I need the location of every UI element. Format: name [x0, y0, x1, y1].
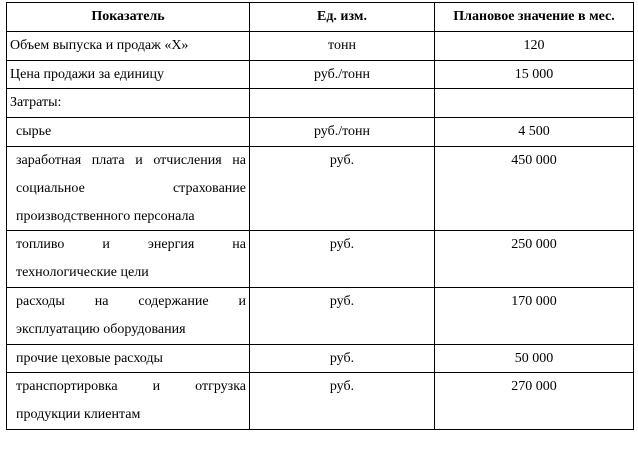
table-row: [7, 31, 634, 60]
table-row: [7, 231, 634, 288]
row-name: расходы на содержание и эксплуатацию оборудования: [7, 287, 250, 344]
row-unit: руб./тонн: [250, 60, 435, 89]
table-row: [7, 287, 634, 344]
row-value: 270 000: [435, 373, 634, 430]
document-page: [6, 2, 633, 430]
row-name: транспортировка и отгрузка продукции клиентам: [7, 373, 250, 430]
table-row: [7, 118, 634, 147]
row-value: 250 000: [435, 231, 634, 288]
row-value: 120: [435, 31, 634, 60]
row-name: прочие цеховые расходы: [7, 344, 250, 373]
row-value: 450 000: [435, 146, 634, 230]
row-name: Объем выпуска и продаж «Х»: [7, 31, 250, 60]
header-unit: Ед. изм.: [250, 3, 435, 32]
row-name: топливо и энергия на технологические цели: [7, 231, 250, 288]
row-value: 15 000: [435, 60, 634, 89]
row-name: Цена продажи за единицу: [7, 60, 250, 89]
row-name: Затраты:: [7, 89, 250, 118]
row-unit: руб.: [250, 231, 435, 288]
header-indicator: Показатель: [7, 3, 250, 32]
row-unit: руб.: [250, 146, 435, 230]
plan-table: [6, 2, 634, 430]
table-row: [7, 373, 634, 430]
row-name: сырье: [7, 118, 250, 147]
row-unit: руб.: [250, 373, 435, 430]
row-value: [435, 89, 634, 118]
row-unit: руб./тонн: [250, 118, 435, 147]
table-row: [7, 89, 634, 118]
header-value: Плановое значение в мес.: [435, 3, 634, 32]
row-unit: [250, 89, 435, 118]
row-name: заработная плата и отчисления на социальное страхование производственного персонала: [7, 146, 250, 230]
row-value: 50 000: [435, 344, 634, 373]
row-unit: тонн: [250, 31, 435, 60]
row-value: 170 000: [435, 287, 634, 344]
header-row: [7, 3, 634, 32]
table-row: [7, 344, 634, 373]
table-row: [7, 146, 634, 230]
row-unit: руб.: [250, 287, 435, 344]
row-value: 4 500: [435, 118, 634, 147]
table-row: [7, 60, 634, 89]
row-unit: руб.: [250, 344, 435, 373]
